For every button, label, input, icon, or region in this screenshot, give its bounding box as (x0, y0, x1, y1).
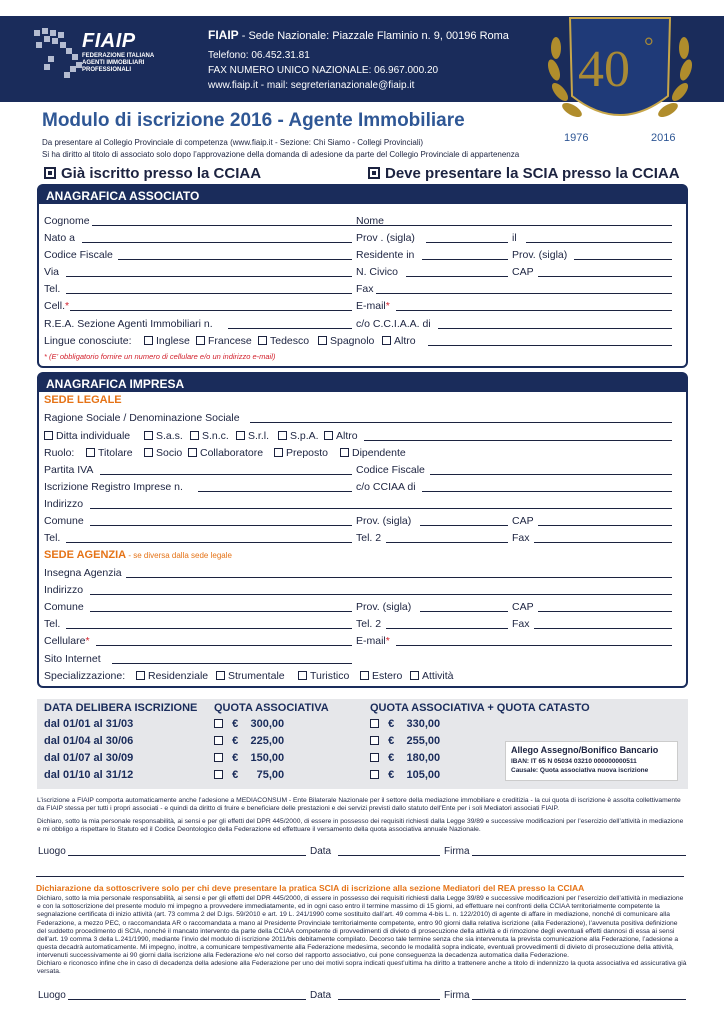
bank-info-box (505, 741, 678, 781)
row-piva (44, 464, 672, 478)
label-tel: Tel. (44, 283, 61, 295)
indirizzo-agenzia-field[interactable] (90, 584, 672, 595)
label-prov: Prov . (sigla) (356, 232, 415, 244)
label-cf-impresa: Codice Fiscale (356, 464, 425, 476)
label-firma: Firma (444, 990, 470, 1001)
row-cell-email (44, 300, 672, 314)
checkbox-icon (144, 336, 153, 345)
label-prov-res: Prov. (sigla) (512, 249, 568, 261)
row-comune-agenzia (44, 601, 672, 615)
page-title: Modulo di iscrizione 2016 - Agente Immobiliare (42, 110, 465, 131)
forma-srl[interactable]: S.r.l. (236, 430, 269, 442)
declaration-title: Dichiarazione da sottoscrivere solo per chi deve presentare la pratica SCIA di iscrizione alla sezione Mediatori del REA presso la CCIAA (36, 883, 585, 893)
label-cap: CAP (512, 266, 534, 278)
checkbox-icon (236, 431, 245, 440)
label-tel-impresa: Tel. (44, 532, 61, 544)
row-specializzazione (44, 670, 672, 684)
fax-impresa-field[interactable] (534, 532, 672, 543)
logo-wordmark: FIAIP (82, 30, 136, 52)
firma-field[interactable] (472, 990, 686, 1000)
checkbox-icon (278, 431, 287, 440)
signature-row (38, 846, 686, 860)
option-scia-label: Deve presentare la SCIA presso la CCIAA (385, 165, 680, 182)
cell-field[interactable] (70, 300, 352, 311)
divider (36, 876, 684, 877)
spec-strumentale[interactable]: Strumentale (216, 670, 285, 682)
checkbox-icon (324, 431, 333, 440)
row-forma (44, 430, 672, 444)
fee-period: dal 01/07 al 30/09 (44, 752, 134, 764)
checkbox-icon (298, 671, 307, 680)
forma-spa[interactable]: S.p.A. (278, 430, 319, 442)
ruolo-preposto[interactable]: Preposto (274, 447, 328, 459)
row-indirizzo (44, 498, 672, 512)
label-email-agenzia: E-mail* (356, 635, 390, 647)
row-lingue (44, 335, 672, 349)
label-registro: Iscrizione Registro Imprese n. (44, 481, 183, 493)
nato-a-field[interactable] (82, 232, 352, 243)
lang-inglese[interactable]: Inglese (144, 335, 190, 347)
tel-impresa-field[interactable] (66, 532, 352, 543)
checkbox-icon (340, 448, 349, 457)
fee-option-quota[interactable]: € 300,00 (214, 718, 284, 730)
checkbox-icon (370, 770, 379, 779)
label-il: il (512, 232, 517, 244)
checkbox-icon (188, 448, 197, 457)
registro-field[interactable] (198, 481, 352, 492)
checkbox-icon (214, 736, 223, 745)
label-codice-fiscale: Codice Fiscale (44, 249, 113, 261)
label-indirizzo-agenzia: Indirizzo (44, 584, 84, 596)
checkbox-icon (382, 336, 391, 345)
ragione-sociale-field[interactable] (250, 412, 672, 423)
row-indirizzo-agenzia (44, 584, 672, 598)
label-indirizzo: Indirizzo (44, 498, 84, 510)
forma-sas[interactable]: S.a.s. (144, 430, 183, 442)
subtitle-competenza: Da presentare al Collegio Provinciale di competenza (www.fiaip.it - Sezione: Chi Siamo - Collegi Provinciali) (42, 138, 424, 147)
fee-period: dal 01/10 al 31/12 (44, 769, 134, 781)
row-ruolo (44, 447, 672, 461)
legal-mediaconsum: L’iscrizione a FIAIP comporta automaticamente anche l’adesione a MEDIACONSUM - Ente Bilaterale Nazionale per il settore della mediazione immobiliare e creditizia - la cui quota di iscrizione è assolta collettivamente da FIAIP stessa per tutti i propri associati - e quindi da diritto di fruire e beneficiare delle prestazioni e dei servizi previsti dallo statuto dell’Ente per i soli Mediatori associati FIAIP. (37, 797, 681, 813)
data-field[interactable] (338, 846, 440, 856)
checkbox-icon (360, 671, 369, 680)
checkbox-icon (86, 448, 95, 457)
cellulare-field[interactable] (96, 635, 352, 646)
bank-iban: IBAN: IT 65 N 05034 03210 000000000511 (511, 758, 637, 765)
row-tel-impresa (44, 532, 672, 546)
row-comune (44, 515, 672, 529)
header-web: www.fiaip.it - mail: segreterianazionale@fiaip.it (208, 80, 415, 91)
checkbox-icon (144, 431, 153, 440)
row-rea (44, 318, 672, 332)
year-start: 1976 (564, 132, 589, 144)
indirizzo-field[interactable] (90, 498, 672, 509)
lang-altro[interactable]: Altro (382, 335, 416, 347)
fee-option-catasto[interactable]: € 105,00 (370, 769, 440, 781)
signature-row-scia (38, 990, 686, 1004)
option-scia[interactable] (368, 165, 680, 182)
label-partita-iva: Partita IVA (44, 464, 94, 476)
prov-agenzia-field[interactable] (420, 601, 508, 612)
row-via (44, 266, 672, 280)
anniversary-number: 40 (578, 41, 630, 98)
row-cell-agenzia (44, 635, 672, 649)
label-ruolo: Ruolo: (44, 447, 75, 459)
altro-lingua-field[interactable] (428, 335, 672, 346)
cciaa-field[interactable] (438, 318, 672, 329)
row-cognome-nome (44, 215, 672, 229)
header-address-text: - Sede Nazionale: Piazzale Flaminio n. 9, 00196 Roma (238, 30, 509, 42)
checkbox-icon (196, 336, 205, 345)
fee-period: dal 01/04 al 30/06 (44, 735, 134, 747)
checkbox-icon (190, 431, 199, 440)
checkbox-icon (214, 770, 223, 779)
lang-francese[interactable]: Francese (196, 335, 252, 347)
label-cciaa-impresa: c/o CCIAA di (356, 481, 416, 493)
via-field[interactable] (66, 266, 352, 277)
label-data: Data (310, 990, 332, 1001)
fee-option-catasto[interactable]: € 330,00 (370, 718, 440, 730)
data-nascita-field[interactable] (526, 232, 672, 243)
checkbox-icon (410, 671, 419, 680)
label-fax-impresa: Fax (512, 532, 530, 544)
fax-field[interactable] (376, 283, 672, 294)
checkbox-icon (136, 671, 145, 680)
checkbox-icon (274, 448, 283, 457)
checkbox-icon[interactable] (368, 167, 380, 179)
option-already-label: Già iscritto presso la CCIAA (61, 165, 262, 182)
residente-field[interactable] (422, 249, 508, 260)
label-prov-agenzia: Prov. (sigla) (356, 601, 412, 613)
fee-option-catasto[interactable]: € 255,00 (370, 735, 440, 747)
fee-period: dal 01/01 al 31/03 (44, 718, 134, 730)
sede-agenzia-heading: SEDE AGENZIA - se diversa dalla sede legale (44, 549, 232, 561)
label-rea: R.E.A. Sezione Agenti Immobiliari n. (44, 318, 213, 330)
ruolo-collaboratore[interactable]: Collaboratore (188, 447, 263, 459)
tel-agenzia-field[interactable] (66, 618, 352, 629)
nome-field[interactable] (390, 215, 672, 226)
checkbox-icon[interactable] (44, 167, 56, 179)
spec-attivita[interactable]: Attività (410, 670, 454, 682)
header-fax: FAX NUMERO UNICO NAZIONALE: 06.967.000.20 (208, 65, 439, 76)
tel2-agenzia-field[interactable] (386, 618, 508, 629)
ruolo-socio[interactable]: Socio (144, 447, 182, 459)
bank-causale: Causale: Quota associativa nuova iscrizione (511, 767, 649, 774)
fee-option-quota[interactable]: € 150,00 (214, 752, 284, 764)
fee-option-quota[interactable]: € 75,00 (214, 769, 284, 781)
fees-header-quota-catasto: QUOTA ASSOCIATIVA + QUOTA CATASTO (370, 702, 590, 714)
panel-heading: ANAGRAFICA ASSOCIATO (39, 186, 686, 204)
lang-spagnolo[interactable]: Spagnolo (318, 335, 374, 347)
spec-turistico[interactable]: Turistico (298, 670, 349, 682)
checkbox-icon (44, 431, 53, 440)
header-address (208, 28, 509, 42)
legal-dichiarazione: Dichiaro, sotto la mia personale responsabilità, ai sensi e per gli effetti del DPR 445/2000, di essere in possesso dei requisiti richiesti dalla Legge 39/89 e successive modificazioni per l’esercizio dell’attività in mediazione e mi obbligo a rispettare lo Statuto ed il Codice Deontologico della Federazione ed effettuare il versamento della quota associativa annuale Nazionale. (37, 818, 684, 834)
label-lingue: Lingue conosciute: (44, 335, 132, 347)
row-nascita (44, 232, 672, 246)
forma-snc[interactable]: S.n.c. (190, 430, 229, 442)
label-cap-agenzia: CAP (512, 601, 534, 613)
forma-ditta[interactable]: Ditta individuale (44, 430, 130, 442)
checkbox-icon (370, 719, 379, 728)
label-email: E-mail* (356, 300, 390, 312)
label-residente: Residente in (356, 249, 415, 261)
forma-altro-field[interactable] (364, 430, 672, 441)
label-fax: Fax (356, 283, 374, 295)
option-already-registered[interactable] (44, 165, 261, 182)
row-residenza (44, 249, 672, 263)
fees-header-quota: QUOTA ASSOCIATIVA (214, 702, 329, 714)
fax-agenzia-field[interactable] (534, 618, 672, 629)
row-tel-fax (44, 283, 672, 297)
panel-heading: ANAGRAFICA IMPRESA (39, 374, 686, 392)
cognome-field[interactable] (92, 215, 396, 226)
bank-title: Allego Assegno/Bonifico Bancario (511, 745, 659, 755)
label-nome: Nome (356, 215, 385, 227)
spec-estero[interactable]: Estero (360, 670, 402, 682)
comune-field[interactable] (90, 515, 352, 526)
label-cap-impresa: CAP (512, 515, 534, 527)
fee-option-catasto[interactable]: € 180,00 (370, 752, 440, 764)
tel-field[interactable] (66, 283, 352, 294)
label-luogo: Luogo (38, 846, 66, 857)
label-luogo: Luogo (38, 990, 66, 1001)
prov-impresa-field[interactable] (420, 515, 508, 526)
label-data: Data (310, 846, 332, 857)
checkbox-icon (258, 336, 267, 345)
cf-impresa-field[interactable] (430, 464, 672, 475)
row-sito (44, 653, 672, 667)
year-end: 2016 (651, 132, 676, 144)
row-registro (44, 481, 672, 495)
civico-field[interactable] (406, 266, 508, 277)
cap-impresa-field[interactable] (538, 515, 672, 526)
checkbox-icon (214, 719, 223, 728)
label-fax-agenzia: Fax (512, 618, 530, 630)
checkbox-icon (214, 753, 223, 762)
header-org: FIAIP (208, 28, 239, 42)
email-agenzia-field[interactable] (396, 635, 672, 646)
label-tel2-agenzia: Tel. 2 (356, 618, 382, 630)
label-comune: Comune (44, 515, 84, 527)
row-tel-agenzia (44, 618, 672, 632)
row-insegna (44, 567, 672, 581)
declaration-text: Dichiaro, sotto la mia personale responsabilità, ai sensi e per gli effetti del DPR 445/2000, di essere in possesso dei requisiti richiesti dalla Legge 39/89 e successive modificazioni per l’esercizio dell’attività in mediazione e con la sottoscrizione del presente modulo mi impegno a provvedere immediatamente, ed in ogni caso entro il termine massimo di 15 giorni, ad effettuare nei confronti della CCIAA territorialmente competente la segnalazione certificata di inizio attività (art. 73 comma 2 del D.lgs. 59/2010 e art. 19 L. 241/1990 come sostituito dall’art. 49 comma 4-bis L. n. 122/2010) di agente di affare in mediazione, nonché di comunicare alla Federazione, a mezzo PEC, o raccomandata AR o raccomandata a mano al Presidente Provinciale territorialmente competente, entro 90 giorni dalla relativa iscrizione (alla Federazione), l’avvenuta positiva definizione del suddetto procedimento di SCIA, nonché il mancato intervento da parte della CCIAA competente di provvedimenti di divieto di prosecuzione della attività e di rimozione degli eventuali effetti dannosi di essa ai sensi dell’art. 19 comma 3 della L.241/1990, mediante l’invio del modulo di iscrizione 2011/bis debitamente compilato. Decorso tale termine senza che sia intervenuta la prevista comunicazione alla Federazione, l’adesione a questa decadrà automaticamente. Mi impegno, inoltre, a comunicare tempestivamente alla Federazione medesima, secondo le modalità sopra indicate, eventuali provvedimenti di divieto di prosecuzione della attività, intervenuti successivamente ai 90 giorni dalla iscrizione alla Federazione e/o nel corso del rapporto associativo, cui pone conseguenza la decadenza automatica dalla Federazione. (37, 895, 684, 960)
fees-header-periodo: DATA DELIBERA ISCRIZIONE (44, 702, 198, 714)
label-cciaa: c/o C.C.I.A.A. di (356, 318, 431, 330)
firma-field[interactable] (472, 846, 686, 856)
cciaa-impresa-field[interactable] (422, 481, 672, 492)
luogo-field[interactable] (68, 846, 306, 856)
note-obbligatorio: * (E’ obbligatorio fornire un numero di cellulare e/o un indirizzo e-mail) (44, 352, 276, 361)
comune-agenzia-field[interactable] (90, 601, 352, 612)
tel2-field[interactable] (386, 532, 508, 543)
lang-tedesco[interactable]: Tedesco (258, 335, 309, 347)
declaration-indennizzo: Dichiaro e riconosco infine che in caso di decadenza della adesione alla Federazione per uno dei motivi sopra indicati quest’ultima ha diritto a trattenere anche a titolo di indennizzo la quota associativa ed assicurativa già versata. (37, 960, 687, 976)
prov-res-field[interactable] (574, 249, 672, 260)
label-sito: Sito Internet (44, 653, 101, 665)
codice-fiscale-field[interactable] (118, 249, 352, 260)
insegna-field[interactable] (126, 567, 672, 578)
label-prov-impresa: Prov. (sigla) (356, 515, 412, 527)
rea-field[interactable] (228, 318, 352, 329)
label-tel-agenzia: Tel. (44, 618, 61, 630)
partita-iva-field[interactable] (100, 464, 352, 475)
sito-field[interactable] (112, 653, 352, 664)
subtitle-diritto: Si ha diritto al titolo di associato solo dopo l’approvazione della domanda di adesione da parte del Collegio Provinciale di appartenenza (42, 150, 520, 159)
label-cellulare: Cellulare* (44, 635, 90, 647)
label-ragione-sociale: Ragione Sociale / Denominazione Sociale (44, 412, 240, 424)
label-cell: Cell.* (44, 300, 70, 312)
label-tel2: Tel. 2 (356, 532, 382, 544)
row-ragione-sociale (44, 412, 672, 426)
luogo-field[interactable] (68, 990, 306, 1000)
logo-subtitle: FEDERAZIONE ITALIANA AGENTI IMMOBILIARI PROFESSIONALI (82, 53, 154, 73)
email-field[interactable] (396, 300, 672, 311)
ruolo-titolare[interactable]: Titolare (86, 447, 133, 459)
label-nato-a: Nato a (44, 232, 75, 244)
spec-residenziale[interactable]: Residenziale (136, 670, 208, 682)
forma-altro[interactable]: Altro (324, 430, 358, 442)
header-phone: Telefono: 06.452.31.81 (208, 50, 310, 61)
label-firma: Firma (444, 846, 470, 857)
anniversary-badge (540, 6, 700, 138)
label-via: Via (44, 266, 59, 278)
checkbox-icon (144, 448, 153, 457)
checkbox-icon (370, 753, 379, 762)
label-specializzazione: Specializzazione: (44, 670, 126, 682)
cap-field[interactable] (538, 266, 672, 277)
label-civico: N. Civico (356, 266, 399, 278)
label-comune-agenzia: Comune (44, 601, 84, 613)
checkbox-icon (216, 671, 225, 680)
data-field[interactable] (338, 990, 440, 1000)
sede-legale-heading: SEDE LEGALE (44, 394, 122, 406)
cap-agenzia-field[interactable] (538, 601, 672, 612)
prov-nascita-field[interactable] (426, 232, 508, 243)
anniversary-degree: ° (644, 34, 654, 60)
label-cognome: Cognome (44, 215, 90, 227)
ruolo-dipendente[interactable]: Dipendente (340, 447, 406, 459)
fee-option-quota[interactable]: € 225,00 (214, 735, 284, 747)
checkbox-icon (370, 736, 379, 745)
checkbox-icon (318, 336, 327, 345)
label-insegna: Insegna Agenzia (44, 567, 122, 579)
